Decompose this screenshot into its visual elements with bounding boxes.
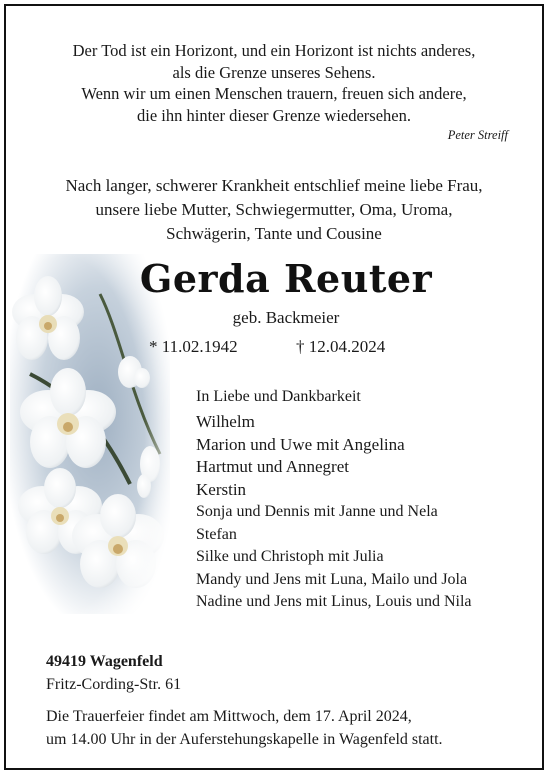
orchid-photo — [10, 254, 170, 614]
mourner-line: Nadine und Jens mit Linus, Louis und Nila — [196, 593, 472, 610]
quote — [6, 40, 542, 126]
quote-line: Wenn wir um einen Menschen trauern, freuen sich andere, — [81, 84, 467, 103]
address — [46, 650, 181, 696]
mourner-line: Stefan — [196, 525, 237, 543]
deceased-name: Gerda Reuter — [139, 256, 433, 301]
mourner-line: Sonja und Dennis mit Janne und Nela — [196, 503, 438, 520]
service-line: um 14.00 Uhr in der Auferstehungskapelle in Wagenfeld statt. — [46, 731, 443, 748]
mourners-lead: In Liebe und Dankbarkeit — [196, 388, 361, 405]
address-city: 49419 Wagenfeld — [46, 653, 163, 670]
mourner-line: Marion und Uwe mit Angelina — [196, 434, 405, 454]
obituary-frame — [4, 4, 544, 770]
intro-line: unsere liebe Mutter, Schwiegermutter, Oma, Uroma, — [95, 200, 453, 219]
service-line: Die Trauerfeier findet am Mittwoch, dem 17. April 2024, — [46, 708, 412, 725]
intro-line: Nach langer, schwerer Krankheit entschlief meine liebe Frau, — [65, 176, 483, 195]
address-street: Fritz-Cording-Str. 61 — [46, 676, 182, 693]
mourner-line: Mandy und Jens mit Luna, Mailo und Jola — [196, 570, 468, 588]
mourner-line: Wilhelm — [196, 412, 255, 431]
mourner-line: Silke und Christoph mit Julia — [196, 548, 384, 565]
maiden-name: geb. Backmeier — [232, 308, 340, 327]
quote-line: Der Tod ist ein Horizont, und ein Horizont ist nichts anderes, — [72, 41, 476, 60]
mourner-line: Hartmut und Annegret — [196, 457, 349, 476]
intro-line: Schwägerin, Tante und Cousine — [166, 224, 382, 243]
mourners-list — [196, 388, 472, 614]
quote-author: Peter Streiff — [447, 128, 508, 142]
quote-line: die ihn hinter dieser Grenze wiedersehen. — [137, 105, 411, 125]
intro-text — [6, 174, 542, 246]
birth-date: * 11.02.1942 — [149, 337, 238, 356]
quote-line: als die Grenze unseres Sehens. — [172, 62, 376, 82]
death-date: † 12.04.2024 — [296, 337, 386, 356]
service-info — [46, 705, 443, 751]
mourner-line: Kerstin — [196, 479, 247, 499]
